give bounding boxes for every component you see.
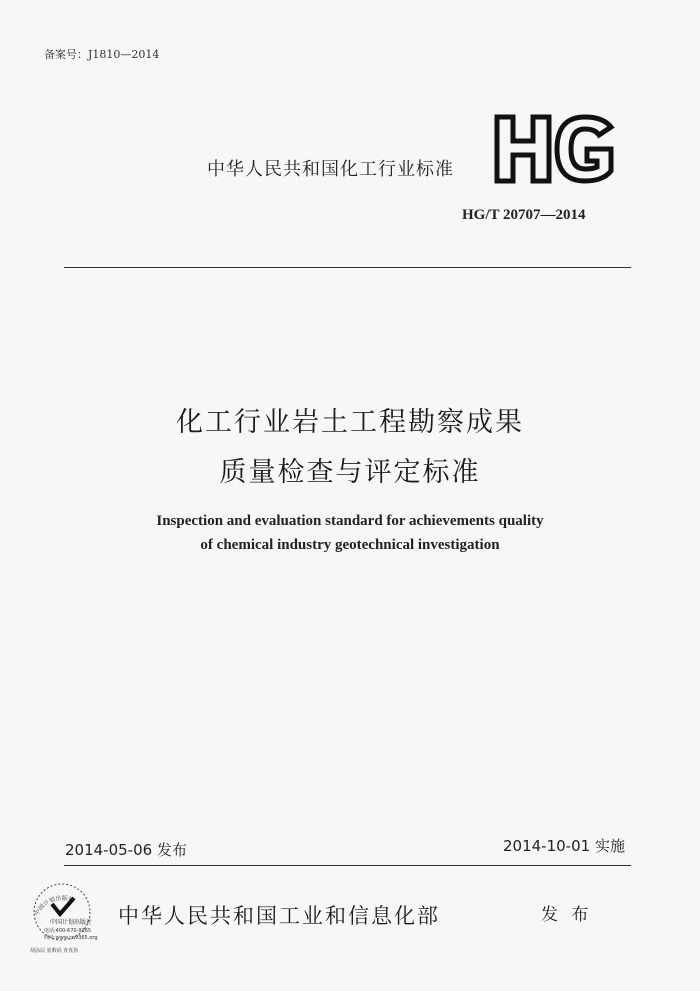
seal-web: 网址:www.cn9365.org: [44, 935, 98, 941]
seal-arc-text: 中国计划出版社: [33, 894, 75, 917]
standard-code: HG/T 20707—2014: [462, 207, 586, 223]
english-title-line-2: of chemical industry geotechnical investigation: [200, 537, 500, 553]
hg-logo: [493, 113, 617, 185]
bottom-divider: [64, 865, 631, 866]
seal-note: 刮涂层 验数码 查真伪: [30, 948, 79, 954]
top-divider: [64, 267, 631, 268]
filing-number: 备案号：J1810—2014: [44, 48, 160, 61]
chinese-title-line-1: 化工行业岩土工程勘察成果: [176, 407, 524, 438]
english-title-line-1: Inspection and evaluation standard for achievements quality: [156, 513, 544, 529]
publisher-seal-icon: [22, 876, 114, 960]
chinese-title-line-2: 质量检查与评定标准: [219, 457, 481, 488]
publish-label: 发 布: [541, 905, 593, 925]
hg-logo-g: [557, 117, 611, 181]
seal-phone: 电话:400-670-9365: [44, 928, 92, 934]
standard-category: 中华人民共和国化工行业标准: [207, 159, 454, 180]
seal-name: 中国计划出版社: [50, 919, 93, 926]
issue-date: 2014-05-06 发布: [65, 841, 187, 859]
publisher-name: 中华人民共和国工业和信息化部: [118, 904, 440, 928]
hg-logo-h: [497, 117, 549, 181]
implementation-date: 2014-10-01 实施: [503, 837, 625, 855]
